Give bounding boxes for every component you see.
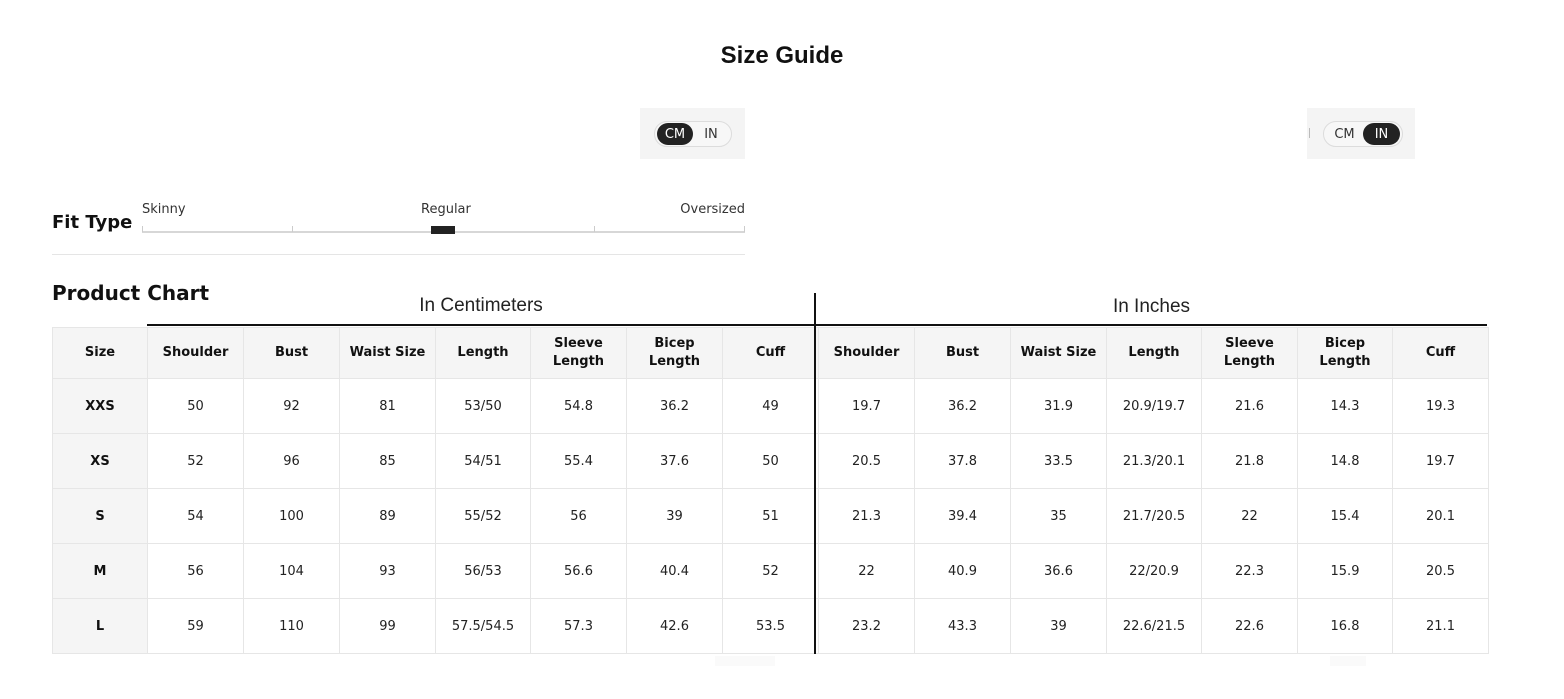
product-chart-title: Product Chart [52, 281, 210, 305]
table-cell: 21.6 [1202, 379, 1298, 434]
column-header: Shoulder [819, 328, 915, 379]
table-cell: 85 [340, 434, 436, 489]
table-cell: 21.8 [1202, 434, 1298, 489]
table-cell: 39 [1011, 599, 1107, 654]
table-cell: 49 [723, 379, 819, 434]
table-cell: 57.5/54.5 [436, 599, 531, 654]
table-cell: 20.1 [1393, 489, 1489, 544]
table-cell: 22.6/21.5 [1107, 599, 1202, 654]
column-header: Cuff [723, 328, 819, 379]
column-header: Length [1107, 328, 1202, 379]
table-cell: 20.5 [819, 434, 915, 489]
scroll-fade [1330, 656, 1366, 666]
column-header: Bust [244, 328, 340, 379]
table-cell: 53.5 [723, 599, 819, 654]
table-cell: 56 [531, 489, 627, 544]
table-cell: 22 [1202, 489, 1298, 544]
column-header: Shoulder [148, 328, 244, 379]
table-cell: 21.1 [1393, 599, 1489, 654]
table-cell: 104 [244, 544, 340, 599]
table-cell: 21.3 [819, 489, 915, 544]
group-underline-inches [816, 324, 1487, 326]
table-body [53, 379, 1489, 654]
table-cell: 43.3 [915, 599, 1011, 654]
table-cell: 54 [148, 489, 244, 544]
column-header: Size [53, 328, 148, 379]
table-cell: 19.7 [819, 379, 915, 434]
table-header-row [53, 328, 1489, 379]
unit-toggle-left[interactable] [654, 121, 732, 147]
size-cell: M [53, 544, 148, 599]
table-cell: 15.9 [1298, 544, 1393, 599]
fit-type-scale [142, 202, 745, 242]
unit-group-separator [814, 293, 816, 654]
table-cell: 110 [244, 599, 340, 654]
fit-scale-label-oversized: Oversized [680, 202, 745, 217]
table-cell: 31.9 [1011, 379, 1107, 434]
unit-option-cm[interactable]: CM [657, 123, 693, 145]
table-cell: 19.7 [1393, 434, 1489, 489]
table-cell: 14.3 [1298, 379, 1393, 434]
table-cell: 54.8 [531, 379, 627, 434]
table-cell: 36.6 [1011, 544, 1107, 599]
table-cell: 21.7/20.5 [1107, 489, 1202, 544]
table-cell: 81 [340, 379, 436, 434]
table-cell: 51 [723, 489, 819, 544]
table-cell: 22/20.9 [1107, 544, 1202, 599]
panel-edge-marker [1309, 128, 1310, 138]
table-cell: 33.5 [1011, 434, 1107, 489]
table-row [53, 489, 1489, 544]
unit-toggle-panel-left [640, 108, 745, 159]
group-header-centimeters: In Centimeters [419, 295, 543, 316]
table-row [53, 379, 1489, 434]
fit-scale-label-regular: Regular [421, 202, 471, 217]
table-cell: 96 [244, 434, 340, 489]
table-cell: 36.2 [915, 379, 1011, 434]
table-cell: 35 [1011, 489, 1107, 544]
table-cell: 21.3/20.1 [1107, 434, 1202, 489]
table-cell: 59 [148, 599, 244, 654]
unit-option-in[interactable]: IN [704, 126, 718, 142]
table-cell: 39 [627, 489, 723, 544]
size-cell: L [53, 599, 148, 654]
table-cell: 56.6 [531, 544, 627, 599]
table-cell: 40.9 [915, 544, 1011, 599]
table-row [53, 599, 1489, 654]
unit-option-in[interactable]: IN [1363, 123, 1400, 145]
table-cell: 92 [244, 379, 340, 434]
page-title: Size Guide [720, 42, 844, 69]
size-cell: XS [53, 434, 148, 489]
table-cell: 40.4 [627, 544, 723, 599]
column-header: Length [436, 328, 531, 379]
table-cell: 22.6 [1202, 599, 1298, 654]
table-cell: 14.8 [1298, 434, 1393, 489]
table-cell: 55.4 [531, 434, 627, 489]
table-cell: 99 [340, 599, 436, 654]
table-cell: 57.3 [531, 599, 627, 654]
column-header: Sleeve Length [531, 328, 627, 379]
column-header: Bicep Length [1298, 328, 1393, 379]
table-cell: 20.5 [1393, 544, 1489, 599]
section-divider [52, 254, 745, 255]
table-cell: 50 [723, 434, 819, 489]
table-cell: 15.4 [1298, 489, 1393, 544]
fit-type-label: Fit Type [52, 212, 133, 233]
table-cell: 39.4 [915, 489, 1011, 544]
fit-scale-label-skinny: Skinny [142, 202, 186, 217]
table-cell: 93 [340, 544, 436, 599]
table-cell: 52 [723, 544, 819, 599]
table-cell: 53/50 [436, 379, 531, 434]
table-cell: 100 [244, 489, 340, 544]
table-cell: 52 [148, 434, 244, 489]
group-header-inches: In Inches [1112, 296, 1191, 317]
table-cell: 22 [819, 544, 915, 599]
size-cell: XXS [53, 379, 148, 434]
unit-toggle-panel-right [1307, 108, 1415, 159]
table-cell: 42.6 [627, 599, 723, 654]
column-header: Bicep Length [627, 328, 723, 379]
table-cell: 56 [148, 544, 244, 599]
table-cell: 89 [340, 489, 436, 544]
table-cell: 37.6 [627, 434, 723, 489]
table-cell: 22.3 [1202, 544, 1298, 599]
scroll-fade [715, 656, 775, 666]
column-header: Waist Size [1011, 328, 1107, 379]
column-header: Bust [915, 328, 1011, 379]
unit-toggle-right[interactable] [1323, 121, 1403, 147]
size-table [52, 327, 1489, 654]
table-cell: 54/51 [436, 434, 531, 489]
fit-scale-tick [142, 226, 143, 232]
table-cell: 36.2 [627, 379, 723, 434]
table-cell: 23.2 [819, 599, 915, 654]
fit-scale-marker [431, 226, 455, 234]
table-cell: 50 [148, 379, 244, 434]
table-cell: 20.9/19.7 [1107, 379, 1202, 434]
group-underline-centimeters [147, 324, 815, 326]
table-cell: 55/52 [436, 489, 531, 544]
fit-scale-tick [292, 226, 293, 232]
column-header: Waist Size [340, 328, 436, 379]
table-cell: 19.3 [1393, 379, 1489, 434]
unit-option-cm[interactable]: CM [1334, 126, 1355, 142]
table-row [53, 544, 1489, 599]
table-cell: 37.8 [915, 434, 1011, 489]
column-header: Cuff [1393, 328, 1489, 379]
size-cell: S [53, 489, 148, 544]
fit-scale-tick [744, 226, 745, 232]
table-cell: 56/53 [436, 544, 531, 599]
fit-scale-tick [594, 226, 595, 232]
column-header: Sleeve Length [1202, 328, 1298, 379]
table-row [53, 434, 1489, 489]
table-cell: 16.8 [1298, 599, 1393, 654]
